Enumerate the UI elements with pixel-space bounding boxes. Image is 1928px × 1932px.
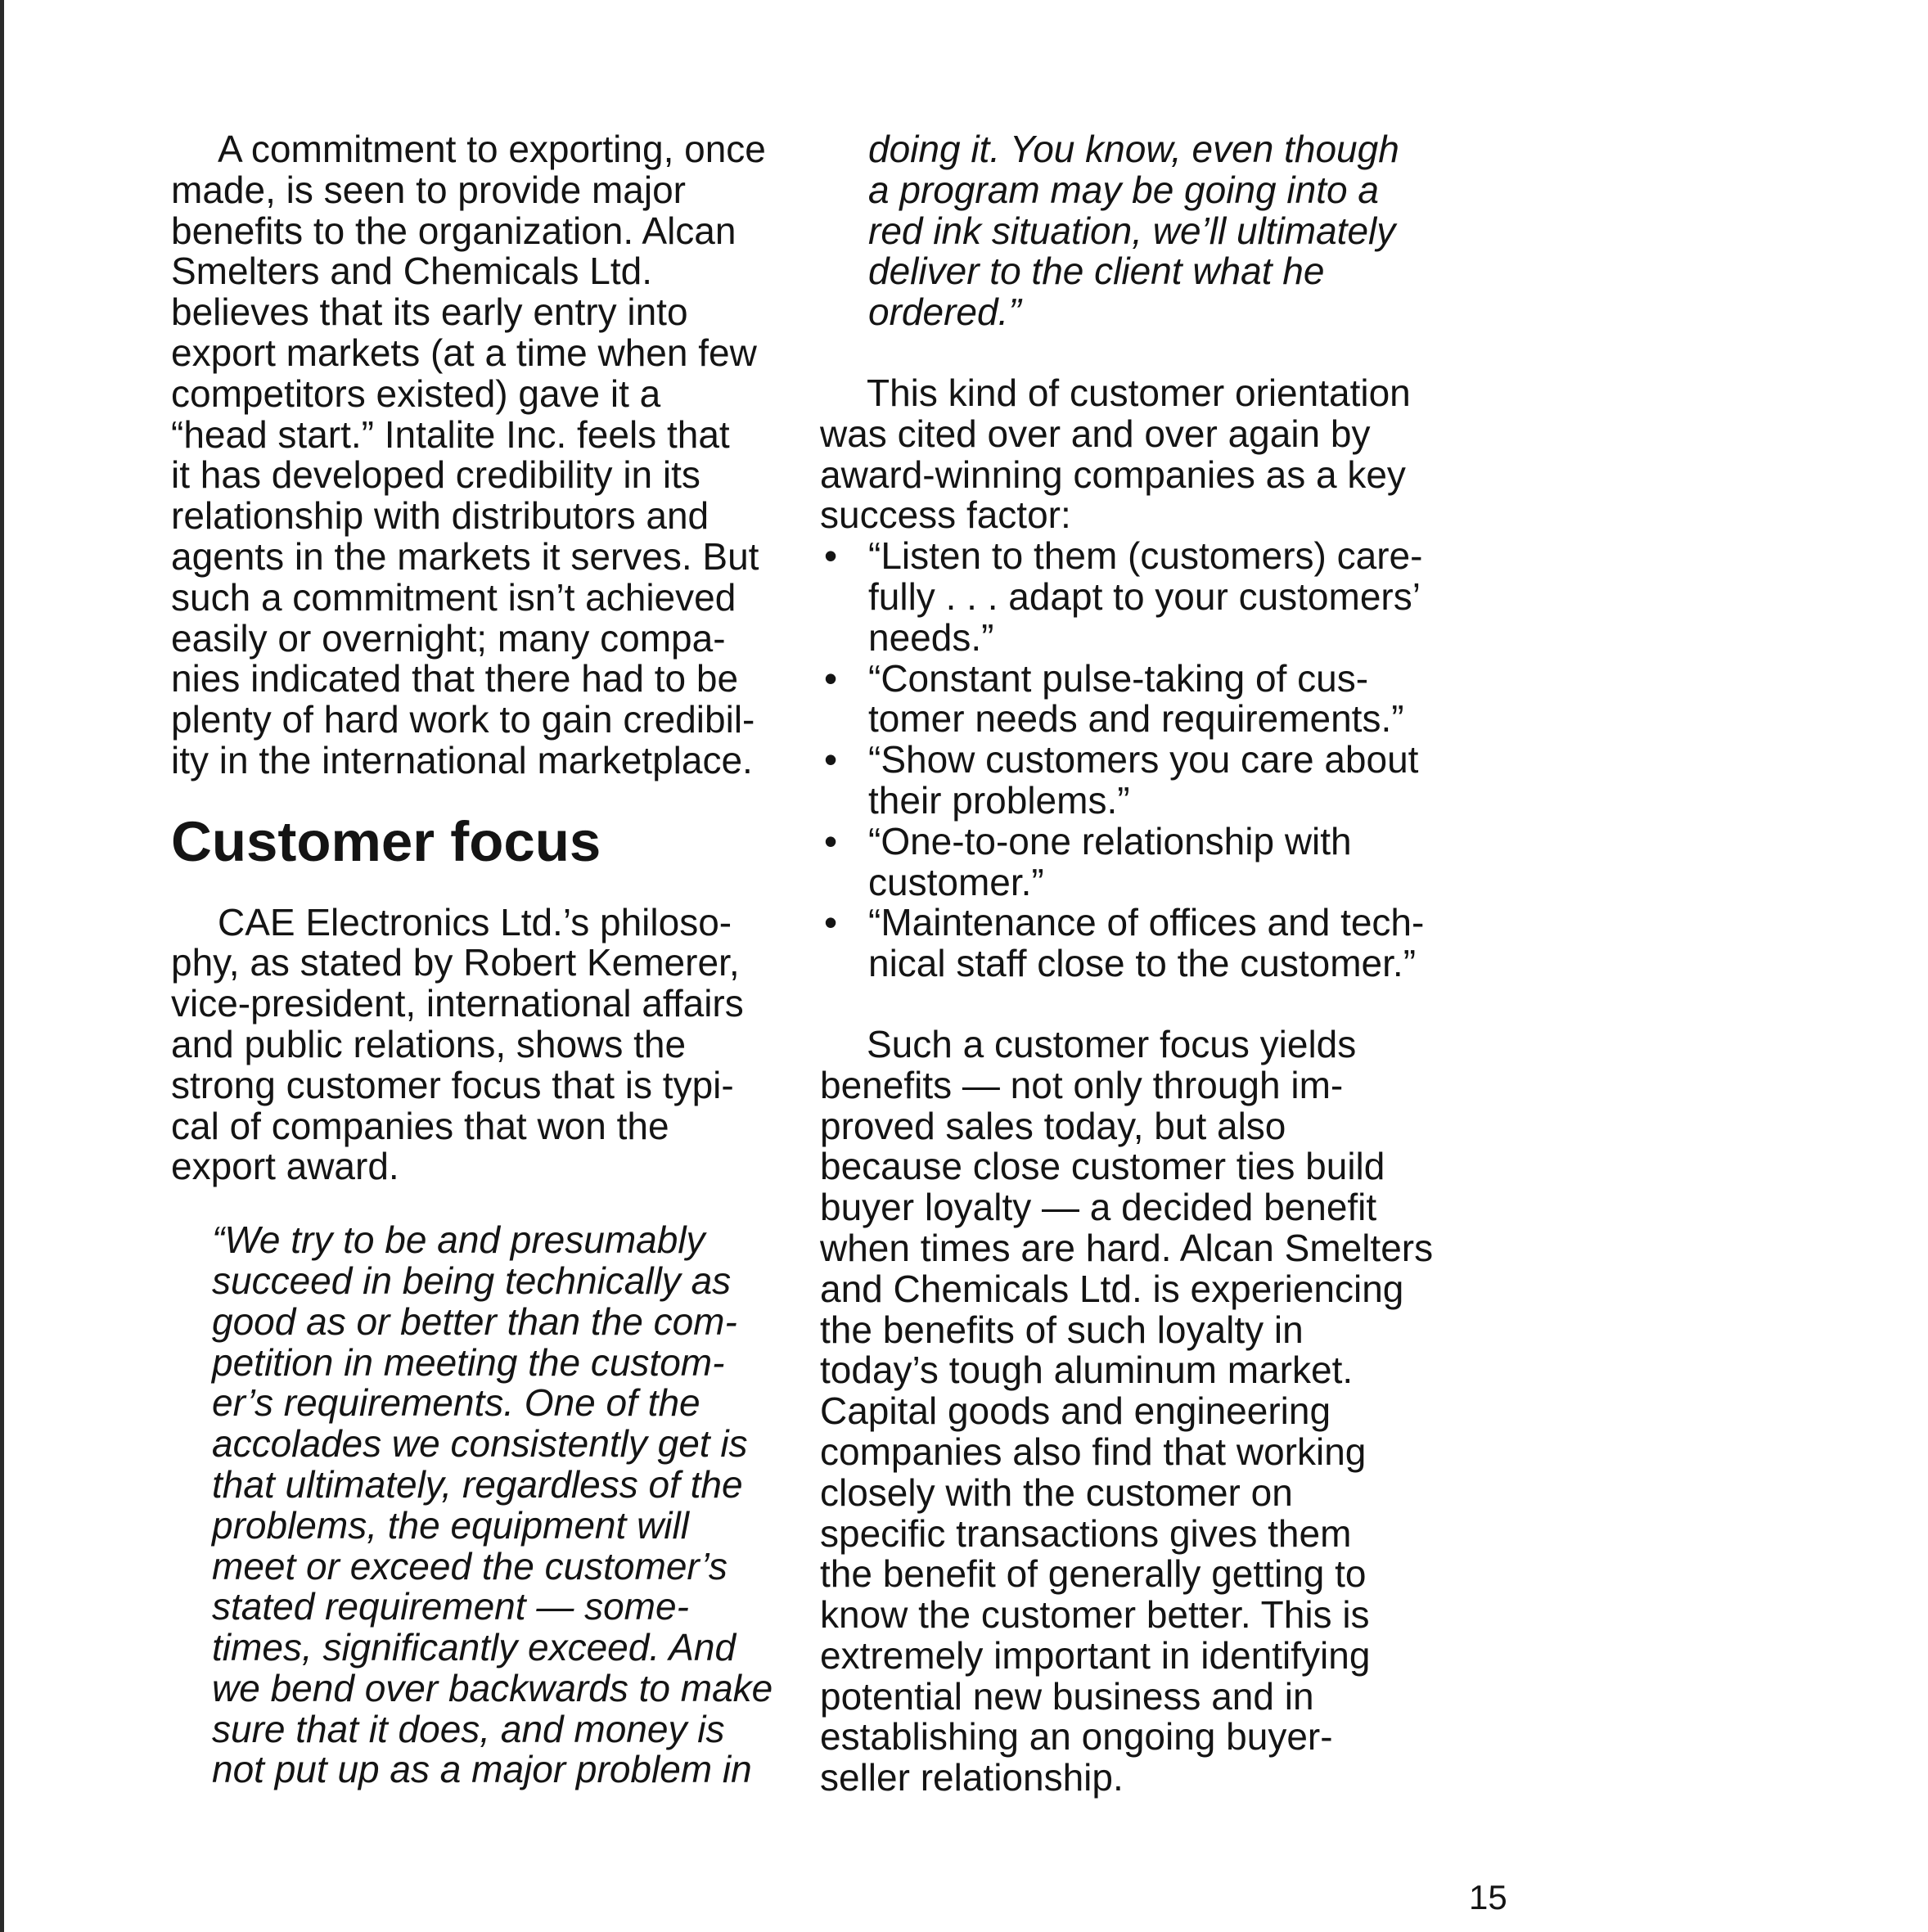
cae-line: and public relations, shows the: [171, 1022, 687, 1065]
quote-line: “We try to be and presumably: [212, 1218, 705, 1262]
benefits-line: today’s tough aluminum market.: [820, 1349, 1354, 1392]
left-column: [171, 129, 809, 1790]
intro-line: export markets (at a time when few: [171, 331, 757, 374]
benefits-line: companies also find that working: [820, 1430, 1367, 1473]
benefits-line: know the customer better. This is: [820, 1593, 1370, 1637]
cae-line: strong customer focus that is typi-: [171, 1063, 734, 1106]
quote-line: meet or exceed the customer’s: [212, 1544, 728, 1587]
list-item-line: fully . . . adapt to your customers’: [868, 574, 1421, 618]
intro-line: easily or overnight; many compa-: [171, 616, 726, 660]
intro-line: A commitment to exporting, once: [218, 128, 766, 170]
cae-paragraph: [171, 900, 809, 1188]
benefits-line: proved sales today, but also: [820, 1104, 1286, 1147]
list-item: [820, 740, 1475, 822]
quote-line: accolades we consistently get is: [212, 1422, 748, 1466]
benefits-line: closely with the customer on: [820, 1470, 1293, 1514]
kemerer-quote-continued: [820, 129, 1475, 333]
quote-line: ordered.”: [868, 290, 1021, 334]
cae-line: vice-president, international affairs: [171, 982, 744, 1025]
list-item-line: “Constant pulse-taking of cus-: [868, 656, 1369, 700]
paragraph-spacer: [171, 1187, 809, 1220]
list-item: [820, 903, 1475, 984]
paragraph-spacer: [820, 984, 1475, 1025]
quote-line: a program may be going into a: [868, 168, 1379, 211]
intro-line: benefits to the organization. Alcan: [171, 209, 737, 252]
quote-line: er’s requirements. One of the: [212, 1381, 700, 1425]
benefits-line: when times are hard. Alcan Smelters: [820, 1226, 1434, 1269]
orientation-line: award-winning companies as a key: [820, 453, 1406, 496]
intro-line: made, is seen to provide major: [171, 168, 686, 211]
quote-line: deliver to the client what he: [868, 250, 1325, 293]
benefits-line: and Chemicals Ltd. is experiencing: [820, 1267, 1404, 1310]
list-item: [820, 819, 1475, 903]
bullet-icon: •: [824, 819, 838, 862]
intro-line: Smelters and Chemicals Ltd.: [171, 250, 653, 293]
quote-line: problems, the equipment will: [212, 1503, 689, 1547]
quote-line: we bend over backwards to make: [212, 1666, 773, 1709]
page-number: 15: [1469, 1878, 1507, 1916]
kemerer-quote: [171, 1220, 809, 1790]
page-edge-shadow: [0, 0, 4, 1932]
orientation-line: This kind of customer orientation: [867, 371, 1411, 414]
benefits-line: Such a customer focus yields: [867, 1022, 1357, 1065]
benefits-line: Capital goods and engineering: [820, 1389, 1331, 1433]
cae-line: cal of companies that won the: [171, 1104, 669, 1147]
intro-line: “head start.” Intalite Inc. feels that: [171, 412, 730, 456]
right-column: [820, 129, 1475, 1799]
intro-line: relationship with distributors and: [171, 494, 709, 538]
benefits-line: buyer loyalty — a decided benefit: [820, 1186, 1377, 1229]
quote-line: stated requirement — some-: [212, 1585, 689, 1628]
intro-line: agents in the markets it serves. But: [171, 534, 759, 578]
cae-line: export award.: [171, 1145, 399, 1188]
benefits-line: extremely important in identifying: [820, 1633, 1371, 1677]
quote-line: not put up as a major problem in: [212, 1748, 752, 1791]
intro-line: it has developed credibility in its: [171, 453, 700, 497]
quote-line: that ultimately, regardless of the: [212, 1462, 743, 1506]
quote-line: red ink situation, we’ll ultimately: [868, 209, 1396, 252]
benefits-line: the benefits of such loyalty in: [820, 1308, 1304, 1351]
benefits-line: benefits — not only through im-: [820, 1063, 1344, 1106]
quote-line: succeed in being technically as: [212, 1259, 732, 1302]
intro-line: competitors existed) gave it a: [171, 372, 661, 415]
benefits-paragraph: [820, 1022, 1475, 1799]
bullet-icon: •: [824, 656, 838, 700]
benefits-line: specific transactions gives them: [820, 1511, 1352, 1555]
intro-line: ity in the international marketplace.: [171, 738, 753, 781]
success-factor-list: [820, 536, 1475, 984]
quote-line: petition in meeting the custom-: [212, 1340, 725, 1384]
intro-line: plenty of hard work to gain credibil-: [171, 698, 755, 741]
bullet-icon: •: [824, 534, 838, 578]
orientation-paragraph: [820, 373, 1475, 536]
list-item: [820, 536, 1475, 658]
quote-line: doing it. You know, even though: [868, 128, 1399, 170]
quote-line: times, significantly exceed. And: [212, 1626, 737, 1669]
list-item-line: customer.”: [868, 860, 1044, 903]
benefits-line: potential new business and in: [820, 1674, 1314, 1718]
quote-line: sure that it does, and money is: [212, 1707, 725, 1750]
list-item-line: “Listen to them (customers) care-: [868, 534, 1423, 578]
list-item: [820, 656, 1475, 741]
list-item-line: needs.”: [868, 615, 994, 659]
paragraph-spacer: [820, 333, 1475, 373]
list-item-line: their problems.”: [868, 778, 1130, 822]
section-heading: Customer focus: [171, 809, 601, 873]
orientation-line: success factor:: [820, 493, 1071, 537]
list-item-line: tomer needs and requirements.”: [868, 697, 1404, 741]
cae-line: CAE Electronics Ltd.’s philoso-: [218, 900, 732, 943]
benefits-line: seller relationship.: [820, 1756, 1124, 1799]
intro-line: such a commitment isn’t achieved: [171, 575, 737, 619]
quote-line: good as or better than the com-: [212, 1299, 737, 1343]
benefits-line: because close customer ties build: [820, 1145, 1385, 1188]
list-item-line: “Maintenance of offices and tech-: [868, 901, 1425, 944]
intro-line: believes that its early entry into: [171, 290, 688, 334]
intro-line: nies indicated that there had to be: [171, 657, 739, 700]
benefits-line: establishing an ongoing buyer-: [820, 1715, 1333, 1759]
intro-paragraph: [171, 129, 809, 781]
orientation-line: was cited over and over again by: [820, 412, 1371, 455]
cae-line: phy, as stated by Robert Kemerer,: [171, 941, 740, 984]
benefits-line: the benefit of generally getting to: [820, 1552, 1367, 1596]
bullet-icon: •: [824, 738, 838, 781]
list-item-line: “Show customers you care about: [868, 738, 1419, 781]
list-item-line: nical staff close to the customer.”: [868, 942, 1417, 985]
bullet-icon: •: [824, 901, 838, 944]
list-item-line: “One-to-one relationship with: [868, 819, 1352, 862]
